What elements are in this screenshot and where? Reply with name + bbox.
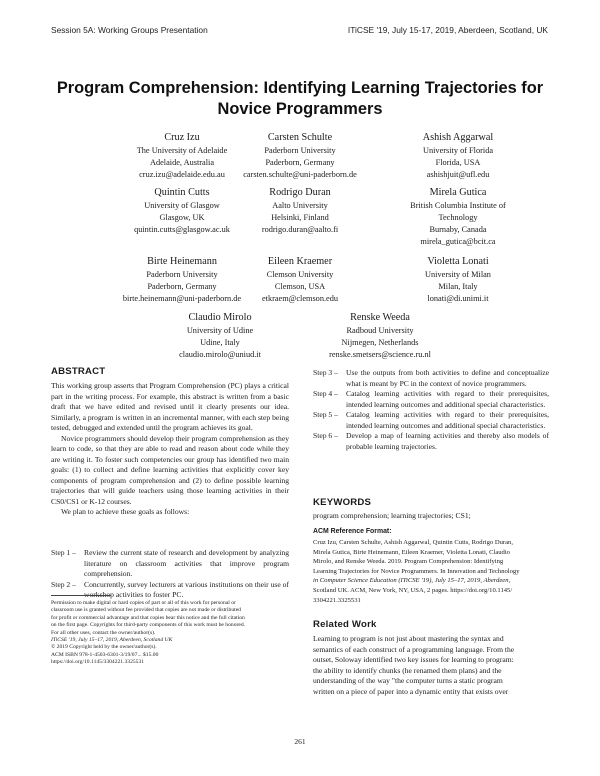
- author-block: [368, 186, 548, 248]
- author-email: renske.smetsers@science.ru.nl: [329, 350, 431, 359]
- author-name: Rodrigo Duran: [269, 187, 331, 198]
- author-email: carsten.schulte@uni-paderborn.de: [243, 170, 357, 179]
- step-item: [313, 368, 549, 389]
- author-location: Udine, Italy: [200, 338, 240, 347]
- step-item: [313, 431, 549, 452]
- author-block: [290, 311, 470, 361]
- copyright-line: For all other uses, contact the owner/author(s).: [51, 629, 156, 636]
- author-block: [210, 186, 390, 236]
- author-email: mirela_gutica@bcit.ca: [420, 237, 496, 246]
- author-email: ashishjuit@ufl.edu: [426, 170, 490, 179]
- author-location: Burnaby, Canada: [429, 225, 487, 234]
- author-affiliation-cont: Technology: [438, 213, 478, 222]
- step-text: Use the outputs from both activities to define and conceptualize what is meant by PC in the context of novice programmers.: [346, 368, 549, 388]
- step-text: Catalog learning activities with regard to their prerequisites, intended learning outcomes and additional special characteristics.: [346, 410, 549, 430]
- step-text: Develop a map of learning activities and thereby also models of probable learning trajectories.: [346, 431, 549, 451]
- title-line-2: Novice Programmers: [217, 100, 383, 118]
- author-location: Nijmegen, Netherlands: [341, 338, 419, 347]
- author-location: Paderborn, Germany: [265, 158, 335, 167]
- step-text: Catalog learning activities with regard to their prerequisites, intended learning outcomes and additional special characteristics.: [346, 389, 549, 409]
- abstract-paragraph: Novice programmers should develop their program comprehension as they learn to code, so that they are able to read and reason about code while they are writing it. To foster such competencies our group has identified two main goals: (1) to collect and define learning activities that explicitly cover key components of program comprehension and (2) to define possible learning trajectories that will guide teachers using those learning activities in their CS0/CS1 or K-12 courses.: [51, 433, 289, 506]
- step-text: Review the current state of research and development by analyzing literature on classroom activities that improve program comprehension.: [84, 548, 289, 578]
- author-name: Carsten Schulte: [267, 132, 333, 143]
- step-label: Step 4 –: [313, 389, 338, 398]
- step-text: Concurrently, survey lecturers at various institutions on their use of workshop activities to foster PC.: [84, 579, 289, 599]
- step-label: Step 6 –: [313, 431, 338, 440]
- author-email: quintin.cutts@glasgow.ac.uk: [134, 225, 230, 234]
- author-block: [368, 131, 548, 181]
- copyright-line: Permission to make digital or hard copies of part or all of this work for personal or: [51, 600, 236, 606]
- footnote-rule: [51, 595, 111, 596]
- step-label: Step 2 –: [51, 579, 76, 589]
- related-work-heading: Related Work: [313, 619, 377, 630]
- acm-reference-line: Mirolo, and Renske Weeda. 2019. Program Comprehension: Identifying: [313, 558, 504, 566]
- author-affiliation: Aalto University: [272, 201, 328, 210]
- acm-reference-text: [313, 538, 548, 605]
- abstract-paragraph: This working group asserts that Program Comprehension (PC) plays a critical part in the writing process. For example, this abstract is written from a basic draft that we have edited and revised until it clearly presents our idea. Similarly, a program is written in an incremental manner, with each step being tested, debugged and extended until the program achieves its goal.: [51, 381, 289, 432]
- author-affiliation: University of Udine: [186, 326, 254, 335]
- author-location: Adelaide, Australia: [149, 158, 215, 167]
- acm-reference-line: Scotland UK. ACM, New York, NY, USA, 2 pages. https://doi.org/10.1145/: [313, 586, 513, 594]
- author-email: etkraem@clemson.edu: [261, 294, 339, 303]
- author-name: Quintin Cutts: [154, 187, 210, 198]
- author-email: cruz.izu@adelaide.edu.au: [139, 170, 225, 179]
- steps-list-right: [313, 368, 549, 452]
- copyright-line: ITiCSE '19, July 15–17, 2019, Aberdeen, Scotland UK: [51, 637, 173, 644]
- related-work-line: understanding of the way "the computer turns a static program: [313, 676, 503, 685]
- copyright-line: © 2019 Copyright held by the owner/author(s).: [51, 644, 157, 651]
- author-location: Clemson, USA: [274, 282, 326, 291]
- running-header-right: ITiCSE '19, July 15-17, 2019, Aberdeen, Scotland, UK: [347, 25, 548, 35]
- author-name: Cruz Izu: [164, 132, 200, 143]
- author-affiliation: Clemson University: [266, 270, 334, 279]
- abstract-body: [51, 381, 289, 518]
- author-name: Mirela Gutica: [429, 187, 487, 198]
- step-label: Step 1 –: [51, 548, 76, 557]
- title-line-1: Program Comprehension: Identifying Learning Trajectories for: [56, 79, 544, 97]
- acm-reference-line: in Computer Science Education (ITiCSE '19), July 15–17, 2019, Aberdeen,: [313, 577, 511, 585]
- copyright-line: https://doi.org/10.1145/3304221.3325531: [51, 659, 145, 666]
- author-email: birte.heinemann@uni-paderborn.de: [122, 294, 242, 303]
- author-name: Birte Heinemann: [147, 256, 217, 267]
- author-name: Ashish Aggarwal: [422, 132, 494, 143]
- author-location: Paderborn, Germany: [147, 282, 217, 291]
- step-item: [313, 389, 549, 410]
- acm-reference-line: Cruz Izu, Carsten Schulte, Ashish Aggarwal, Quintin Cutts, Rodrigo Duran,: [313, 539, 513, 546]
- author-location: Milan, Italy: [438, 282, 478, 291]
- copyright-line: ACM ISBN 978-1-4503-6301-3/19/07... $15.00: [51, 651, 159, 658]
- related-work-line: semantics of each construct of a programming language. From the: [313, 644, 515, 654]
- keywords-text: program comprehension; learning trajectories; CS1;: [313, 511, 471, 520]
- author-email: lonati@di.unimi.it: [427, 294, 489, 303]
- author-location: Glasgow, UK: [159, 213, 205, 222]
- steps-list-left: [51, 548, 289, 601]
- related-work-line: outset, Soloway identified two key issues for learning to program:: [313, 655, 514, 664]
- author-name: Claudio Mirolo: [188, 312, 252, 323]
- acm-reference-heading: ACM Reference Format:: [313, 528, 392, 535]
- author-block: [210, 255, 390, 305]
- author-email: claudio.mirolo@uniud.it: [179, 350, 261, 359]
- author-location: Florida, USA: [435, 158, 481, 167]
- page-number: 261: [294, 737, 306, 746]
- related-work-text: [313, 634, 549, 697]
- related-work-line: Learning to program is not just about mastering the syntax and: [313, 634, 504, 643]
- abstract-heading: ABSTRACT: [51, 366, 106, 377]
- author-affiliation: Radboud University: [346, 326, 414, 335]
- abstract-paragraph: We plan to achieve these goals as follows:: [61, 507, 190, 516]
- author-affiliation: Paderborn University: [264, 146, 336, 155]
- running-header-left: Session 5A: Working Groups Presentation: [51, 25, 208, 35]
- keywords-heading: KEYWORDS: [313, 497, 372, 508]
- step-label: Step 3 –: [313, 368, 338, 377]
- step-item: [313, 410, 549, 431]
- copyright-line: for profit or commercial advantage and that copies bear this notice and the full citation: [51, 614, 245, 621]
- copyright-line: classroom use is granted without fee provided that copies are not made or distributed: [51, 607, 241, 614]
- author-affiliation: British Columbia Institute of: [410, 201, 506, 210]
- copyright-line: on the first page. Copyrights for third-party components of this work must be honored.: [51, 622, 246, 629]
- related-work-line: the ability to identify chunks (he renamed them plans) and the: [313, 665, 502, 675]
- author-name: Eileen Kraemer: [267, 256, 333, 267]
- step-item: [51, 548, 289, 580]
- acm-reference-line: 3304221.3325531: [313, 596, 361, 604]
- author-affiliation: University of Milan: [425, 270, 491, 279]
- related-work-line: written on a piece of paper into a dynamic entity that exists over: [313, 686, 509, 696]
- acm-reference-line: Mirela Gutica, Birte Heinemann, Eileen Kraemer, Violetta Lonati, Claudio: [313, 548, 510, 556]
- copyright-block: [51, 600, 291, 667]
- author-name: Violetta Lonati: [427, 256, 489, 267]
- author-affiliation: Paderborn University: [146, 270, 218, 279]
- author-name: Renske Weeda: [350, 312, 410, 323]
- paper-title: [40, 78, 560, 120]
- step-label: Step 5 –: [313, 410, 338, 419]
- author-email: rodrigo.duran@aalto.fi: [261, 225, 339, 234]
- author-affiliation: The University of Adelaide: [136, 146, 228, 155]
- author-location: Helsinki, Finland: [271, 213, 329, 222]
- step-item: [51, 580, 289, 601]
- acm-reference-line: Learning Trajectories for Novice Programmers. In Innovation and Technology: [313, 567, 520, 575]
- author-block: [210, 131, 390, 181]
- author-block: [130, 311, 310, 361]
- author-affiliation: University of Florida: [422, 146, 494, 155]
- author-affiliation: University of Glasgow: [144, 201, 220, 210]
- author-block: [368, 255, 548, 305]
